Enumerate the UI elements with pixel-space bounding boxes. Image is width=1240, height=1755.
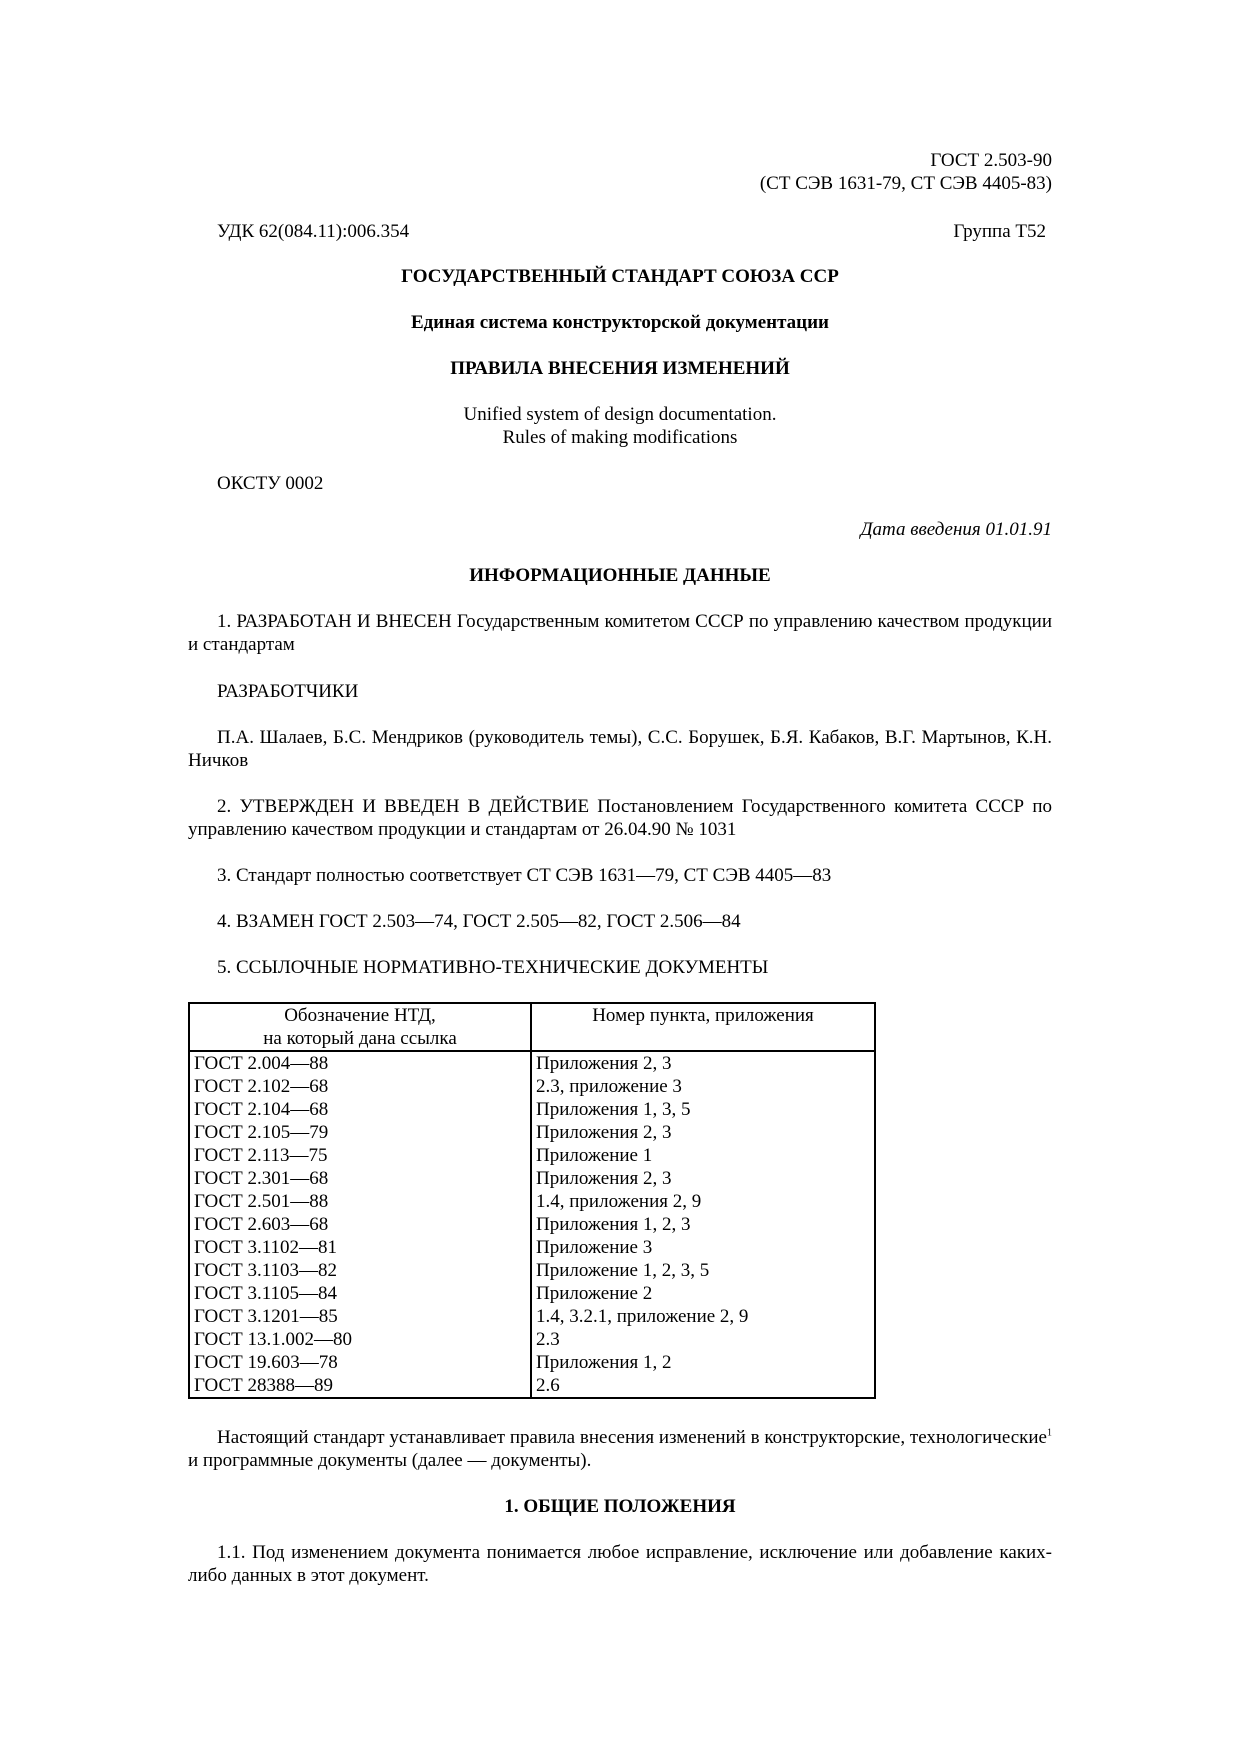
table-cell-ref: Приложение 1, 2, 3, 5 (536, 1260, 710, 1281)
table-header-row (189, 1003, 875, 1051)
table-row (189, 1374, 875, 1398)
document-title: ПРАВИЛА ВНЕСЕНИЯ ИЗМЕНЕНИЙ (450, 358, 790, 379)
table-cell-ref: Приложение 1 (536, 1145, 653, 1166)
table-cell-doc: ГОСТ 2.102—68 (189, 1075, 531, 1098)
table-cell-doc: ГОСТ 2.104—68 (189, 1098, 531, 1121)
table-cell-ref: Приложения 2, 3 (536, 1122, 672, 1143)
info-heading: ИНФОРМАЦИОННЫЕ ДАННЫЕ (469, 565, 771, 586)
table-row (189, 1236, 875, 1259)
group-code: Группа Т52 (953, 221, 1046, 242)
table-row (189, 1282, 875, 1305)
table-cell-ref: Приложения 1, 3, 5 (536, 1099, 691, 1120)
scope-paragraph (188, 1426, 1052, 1472)
table-cell-ref: Приложение 2 (536, 1283, 653, 1304)
table-cell-doc: ГОСТ 19.603—78 (189, 1351, 531, 1374)
table-row (189, 1190, 875, 1213)
developers-list: П.А. Шалаев, Б.С. Мендриков (руководитель темы), С.С. Борушек, Б.Я. Кабаков, В.Г. Мартынов, К.Н. Ничков (188, 727, 1052, 771)
table-cell-doc: ГОСТ 2.603—68 (189, 1213, 531, 1236)
table-row (189, 1328, 875, 1351)
table-cell-ref: Приложения 1, 2, 3 (536, 1214, 691, 1235)
table-cell-ref: 1.4, 3.2.1, приложение 2, 9 (536, 1306, 749, 1327)
reference-documents-table (188, 1002, 876, 1399)
introduction-date: Дата введения 01.01.91 (860, 519, 1052, 540)
table-row (189, 1098, 875, 1121)
table-row (189, 1144, 875, 1167)
table-cell-doc: ГОСТ 3.1102—81 (189, 1236, 531, 1259)
table-cell-ref: 2.6 (536, 1375, 560, 1396)
sev-reference: (СТ СЭВ 1631-79, СТ СЭВ 4405-83) (759, 173, 1052, 194)
table-cell-doc: ГОСТ 2.501—88 (189, 1190, 531, 1213)
section-1-heading: 1. ОБЩИЕ ПОЛОЖЕНИЯ (504, 1496, 736, 1517)
table-cell-doc: ГОСТ 3.1103—82 (189, 1259, 531, 1282)
info-item-4: 4. ВЗАМЕН ГОСТ 2.503—74, ГОСТ 2.505—82, ГОСТ 2.506—84 (217, 911, 741, 932)
table-row (189, 1167, 875, 1190)
scope-text-start: Настоящий стандарт устанавливает правила внесения изменений в конструкторские, технологические (217, 1427, 1047, 1448)
table-header-item-number: Номер пункта, приложения (531, 1003, 875, 1051)
table-row (189, 1213, 875, 1236)
table-cell-ref: Приложение 3 (536, 1237, 653, 1258)
table-row (189, 1259, 875, 1282)
table-row (189, 1051, 875, 1075)
table-cell-ref: Приложения 2, 3 (536, 1168, 672, 1189)
table-cell-doc: ГОСТ 2.105—79 (189, 1121, 531, 1144)
table-cell-ref: 1.4, приложения 2, 9 (536, 1191, 702, 1212)
table-cell-doc: ГОСТ 3.1105—84 (189, 1282, 531, 1305)
table-row (189, 1121, 875, 1144)
system-title: Единая система конструкторской документации (411, 312, 829, 333)
table-cell-doc: ГОСТ 28388—89 (189, 1374, 531, 1398)
okstu-code: ОКСТУ 0002 (217, 473, 324, 494)
table-cell-doc: ГОСТ 3.1201—85 (189, 1305, 531, 1328)
info-item-1: 1. РАЗРАБОТАН И ВНЕСЕН Государственным комитетом СССР по управлению качеством продукции и стандартам (188, 611, 1052, 655)
info-item-5: 5. ССЫЛОЧНЫЕ НОРМАТИВНО-ТЕХНИЧЕСКИЕ ДОКУМЕНТЫ (217, 957, 769, 978)
clause-1-1: 1.1. Под изменением документа понимается любое исправление, исключение или добавление каких-либо данных в этот документ. (188, 1542, 1052, 1586)
table-row (189, 1305, 875, 1328)
table-cell-doc: ГОСТ 2.004—88 (189, 1051, 531, 1075)
table-cell-ref: Приложения 2, 3 (536, 1053, 672, 1074)
developers-label: РАЗРАБОТЧИКИ (217, 681, 359, 702)
english-title-line2: Rules of making modifications (502, 427, 738, 448)
table-cell-doc: ГОСТ 2.113—75 (189, 1144, 531, 1167)
table-row (189, 1351, 875, 1374)
table-header-designation: Обозначение НТД, на который дана ссылка (189, 1003, 531, 1051)
scope-text-end: и программные документы (далее — документы). (188, 1450, 592, 1471)
gost-number: ГОСТ 2.503-90 (930, 150, 1052, 171)
table-cell-ref: 2.3 (536, 1329, 560, 1350)
footnote-marker[interactable]: 1 (1047, 1427, 1052, 1439)
table-cell-doc: ГОСТ 13.1.002—80 (189, 1328, 531, 1351)
table-cell-ref: Приложения 1, 2 (536, 1352, 672, 1373)
table-cell-ref: 2.3, приложение 3 (536, 1076, 682, 1097)
info-item-2: 2. УТВЕРЖДЕН И ВВЕДЕН В ДЕЙСТВИЕ Постановлением Государственного комитета СССР по управлению качеством продукции и стандартам от 26.04.90 № 1031 (188, 796, 1052, 840)
table-row (189, 1075, 875, 1098)
info-item-3: 3. Стандарт полностью соответствует СТ СЭВ 1631—79, СТ СЭВ 4405—83 (217, 865, 832, 886)
udk-code: УДК 62(084.11):006.354 (217, 221, 410, 242)
table-cell-doc: ГОСТ 2.301—68 (189, 1167, 531, 1190)
english-title-line1: Unified system of design documentation. (463, 404, 777, 425)
standard-title: ГОСУДАРСТВЕННЫЙ СТАНДАРТ СОЮЗА ССР (401, 266, 839, 287)
